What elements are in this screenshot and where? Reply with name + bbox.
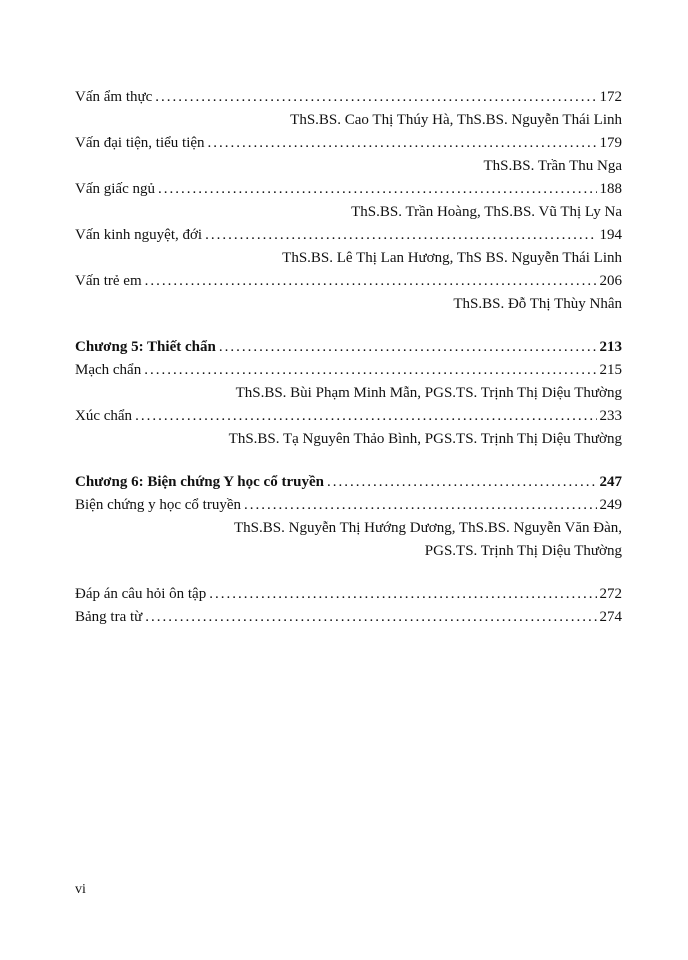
toc-entry-title: Đáp án câu hỏi ôn tập (75, 586, 207, 602)
toc-entry-page-number: 179 (599, 135, 622, 151)
dot-leader (208, 132, 597, 155)
toc-entry[interactable] (75, 336, 622, 359)
toc-entry[interactable] (75, 270, 622, 293)
dot-leader (135, 405, 596, 428)
toc-entry-authors: ThS.BS. Cao Thị Thúy Hà, ThS.BS. Nguyễn Thái Linh (290, 112, 622, 128)
toc-entry[interactable] (75, 494, 622, 517)
toc-entry-authors: ThS.BS. Bùi Phạm Minh Mẫn, PGS.TS. Trịnh Thị Diệu Thường (235, 385, 622, 401)
toc-entry[interactable] (75, 178, 622, 201)
toc-entry-title: Mạch chẩn (75, 362, 142, 378)
toc-entry[interactable] (75, 606, 622, 629)
toc-entry-page-number: 172 (599, 89, 622, 105)
dot-leader (145, 270, 597, 293)
toc-entry-page-number: 188 (599, 181, 622, 197)
toc-entry-page-number: 213 (599, 339, 622, 355)
dot-leader (155, 86, 596, 109)
toc-entry-page-number: 274 (599, 609, 622, 625)
toc-entry-page-number: 247 (599, 474, 622, 490)
dot-leader (205, 224, 596, 247)
table-of-contents (75, 86, 622, 629)
toc-entry-page-number: 215 (599, 362, 622, 378)
toc-entry-page-number: 272 (599, 586, 622, 602)
toc-entry-authors: ThS.BS. Trần Thu Nga (483, 158, 622, 174)
toc-entry-title: Xúc chẩn (75, 408, 133, 424)
toc-entry-title: Biện chứng y học cổ truyền (75, 497, 242, 513)
toc-entry-title: Bảng tra từ (75, 609, 143, 625)
toc-entry-page-number: 249 (599, 497, 622, 513)
toc-entry-title: Vấn ẩm thực (75, 89, 153, 105)
toc-entry-title: Vấn đại tiện, tiểu tiện (75, 135, 205, 151)
toc-entry-authors: ThS.BS. Tạ Nguyên Thảo Bình, PGS.TS. Trịnh Thị Diệu Thường (228, 431, 622, 447)
toc-entry[interactable] (75, 132, 622, 155)
toc-entry-title: Vấn trẻ em (75, 273, 142, 289)
dot-leader (219, 336, 597, 359)
dot-leader (158, 178, 597, 201)
dot-leader (144, 359, 596, 382)
toc-entry-authors: ThS.BS. Đỗ Thị Thùy Nhân (453, 296, 622, 312)
toc-entry-authors: ThS.BS. Lê Thị Lan Hương, ThS BS. Nguyễn Thái Linh (282, 250, 622, 266)
toc-entry[interactable] (75, 86, 622, 109)
toc-entry[interactable] (75, 405, 622, 428)
toc-entry-authors: PGS.TS. Trịnh Thị Diệu Thường (424, 543, 622, 559)
dot-leader (244, 494, 596, 517)
toc-entry[interactable] (75, 471, 622, 494)
toc-entry[interactable] (75, 583, 622, 606)
dot-leader (327, 471, 597, 494)
dot-leader (145, 606, 596, 629)
toc-entry-authors: ThS.BS. Trần Hoàng, ThS.BS. Vũ Thị Ly Na (351, 204, 622, 220)
toc-entry-page-number: 206 (599, 273, 622, 289)
toc-entry-title: Chương 5: Thiết chẩn (75, 339, 216, 355)
toc-entry-title: Vấn kinh nguyệt, đới (75, 227, 203, 243)
toc-entry[interactable] (75, 224, 622, 247)
toc-entry-authors: ThS.BS. Nguyễn Thị Hướng Dương, ThS.BS. Nguyễn Văn Đàn, (234, 520, 622, 536)
toc-entry-page-number: 194 (599, 227, 622, 243)
toc-entry-title: Vấn giấc ngủ (75, 181, 155, 197)
toc-entry[interactable] (75, 359, 622, 382)
page-number-footer: vi (75, 882, 86, 897)
dot-leader (209, 583, 596, 606)
toc-entry-page-number: 233 (599, 408, 622, 424)
toc-entry-title: Chương 6: Biện chứng Y học cổ truyền (75, 474, 324, 490)
